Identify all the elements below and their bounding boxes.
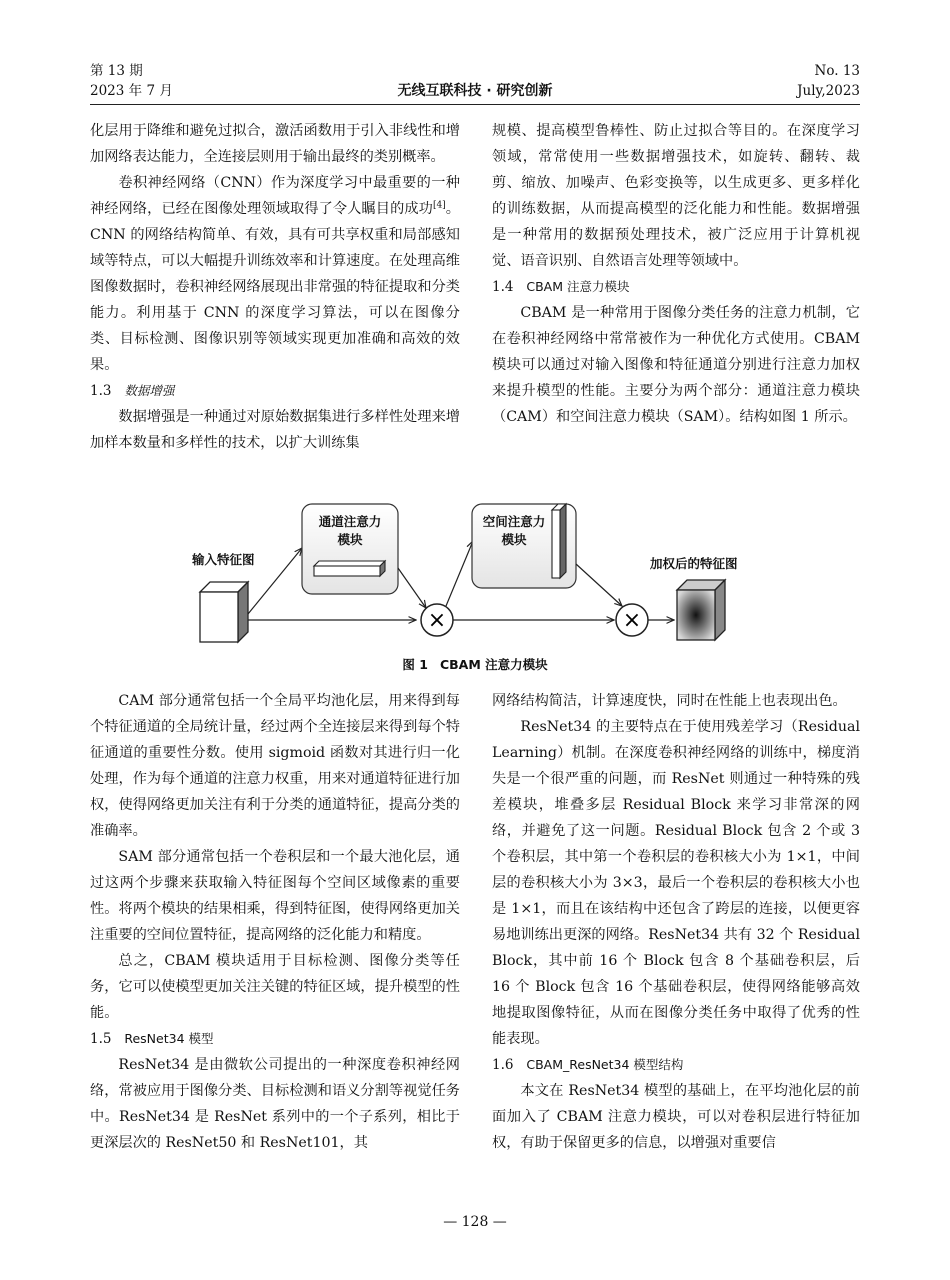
channel-attention-module (302, 504, 398, 594)
upper-right-column (492, 118, 860, 430)
spatial-attention-module (472, 504, 576, 588)
paragraph: 数据增强是一种通过对原始数据集进行多样性处理来增加样本数量和多样性的技术，以扩大训练集 (90, 409, 460, 451)
paragraph: 本文在 ResNet34 模型的基础上，在平均池化层的前面加入了 CBAM 注意力模块，可以对卷积层进行特征加权，有助于保留更多的信息，以增强对重要信 (492, 1083, 860, 1151)
multiply-symbol: × (427, 608, 447, 633)
section-heading-1-3 (90, 378, 460, 404)
paragraph: 总之，CBAM 模块适用于目标检测、图像分类等任务，它可以使模型更加关注关键的特征区域，提升模型的性能。 (90, 953, 460, 1021)
cam-label-line2: 模块 (337, 532, 363, 547)
section-number: 1.6 (492, 1057, 514, 1073)
paragraph: ResNet34 是由微软公司提出的一种深度卷积神经网络，常被应用于图像分类、目标检测和语义分割等视觉任务中。ResNet34 是 ResNet 系列中的一个子系列，相比于更深层次的 ResNet50 和 ResNet101，其 (90, 1057, 460, 1151)
section-title: CBAM 注意力模块 (526, 279, 630, 294)
paragraph: 化层用于降维和避免过拟合，激活函数用于引入非线性和增加网络表达能力，全连接层则用于输出最终的类别概率。 (90, 123, 460, 165)
input-feature-cube (200, 582, 248, 642)
multiply-node-2 (616, 604, 648, 636)
section-heading-1-4 (492, 274, 860, 300)
paragraph-text: 。CNN 的网络结构简单、有效，具有可共享权重和局部感知域等特点，可以大幅提升训练效率和计算速度。在处理高维图像数据时，卷积神经网络展现出非常强的特征提取和分类能力。利用基于 CNN 的深度学习算法，可以在图像分类、目标检测、图像识别等领域实现更加准确和高效的效果。 (90, 201, 460, 373)
arrow-cam-to-mult1 (398, 568, 426, 608)
paragraph: ResNet34 的主要特点在于使用残差学习（Residual Learning）机制。在深度卷积神经网络的训练中，梯度消失是一个很严重的问题，而 ResNet 则通过一种特殊的残差模块，堆叠多层 Residual Block 来学习非常深的网络，并避免了这一问题。Residual Block 包含 2 个或 3 个卷积层，其中第一个卷积层的卷积核大小为 1×1，中间层的卷积核大小为 3×3，最后一个卷积层的卷积核大小也是 1×1，而且在该结构中还包含了跨层的连接，以便更容易地训练出更深的网络。ResNet34 共有 32 个 Residual Block，其中前 16 个 Block 包含 8 个基础卷积层，后 16 个 Block 包含 16 个基础卷积层，使得网络能够高效地提取图像特征，从而在图像分类任务中取得了优秀的性能表现。 (492, 719, 860, 1047)
figure-caption (0, 655, 950, 673)
section-title: ResNet34 模型 (124, 1031, 214, 1046)
arrow-mult1-to-sam (446, 541, 473, 606)
section-title: 数据增强 (124, 383, 175, 398)
input-feature-label: 输入特征图 (192, 552, 255, 567)
issue-number-en: No. 13 (814, 63, 860, 79)
page-number: — 128 — (443, 1214, 507, 1230)
paragraph: 网络结构简洁，计算速度快，同时在性能上也表现出色。 (492, 693, 847, 709)
paragraph: CBAM 是一种常用于图像分类任务的注意力机制，它在卷积神经网络中常常被作为一种优化方式使用。CBAM 模块可以通过对输入图像和特征通道分别进行注意力加权来提升模型的性能。主要分为两个部分：通道注意力模块（CAM）和空间注意力模块（SAM）。结构如图 1 所示。 (492, 305, 860, 425)
header-rule (90, 104, 860, 105)
output-feature-label: 加权后的特征图 (650, 556, 738, 571)
sam-label-line2: 模块 (501, 532, 527, 547)
paragraph: SAM 部分通常包括一个卷积层和一个最大池化层，通过这两个步骤来获取输入特征图每个空间区域像素的重要性。将两个模块的结果相乘，得到特征图，使得网络更加关注重要的空间位置特征，提高网络的泛化能力和精度。 (90, 849, 460, 943)
section-heading-1-6 (492, 1052, 860, 1078)
section-title: CBAM_ResNet34 模型结构 (526, 1057, 684, 1072)
cam-label-line1: 通道注意力 (318, 514, 382, 529)
lower-left-column (90, 688, 460, 1156)
caption-number: 图 1 (402, 657, 428, 672)
paragraph (90, 170, 460, 378)
section-heading-1-5 (90, 1026, 460, 1052)
issue-number: 第 13 期 (90, 63, 143, 79)
section-number: 1.4 (492, 279, 514, 295)
arrow-sam-to-mult2 (576, 564, 622, 606)
output-feature-cube (677, 580, 725, 640)
issue-date: 2023 年 7 月 (90, 83, 173, 99)
lower-right-column (492, 688, 860, 1156)
issue-date-en: July,2023 (797, 83, 860, 99)
paragraph: 规模、提高模型鲁棒性、防止过拟合等目的。在深度学习领域，常常使用一些数据增强技术，如旋转、翻转、裁剪、缩放、加噪声、色彩变换等，以生成更多、更多样化的训练数据，从而提高模型的泛化能力和性能。数据增强是一种常用的数据预处理技术，被广泛应用于计算机视觉、语音识别、自然语言处理等领域中。 (492, 123, 860, 269)
section-number: 1.3 (90, 383, 112, 399)
paragraph-text: 卷积神经网络（CNN）作为深度学习中最重要的一种神经网络，已经在图像处理领域取得了令人瞩目的成功 (90, 175, 460, 217)
journal-title: 无线互联科技 · 研究创新 (397, 83, 553, 99)
section-number: 1.5 (90, 1031, 112, 1047)
arrow-input-to-cam (248, 548, 302, 614)
cbam-figure (180, 496, 780, 656)
sam-label-line1: 空间注意力 (482, 514, 546, 529)
upper-left-column (90, 118, 460, 456)
multiply-symbol: × (622, 608, 642, 633)
paragraph: CAM 部分通常包括一个全局平均池化层，用来得到每个特征通道的全局统计量，经过两个全连接层来得到每个特征通道的重要性分数。使用 sigmoid 函数对其进行归一化处理，作为每个通道的注意力权重，用来对通道特征进行加权，使得网络更加关注有利于分类的通道特征，提高分类的准确率。 (90, 693, 460, 839)
cbam-diagram (180, 496, 780, 656)
citation: [4] (432, 200, 446, 211)
caption-text: CBAM 注意力模块 (439, 657, 548, 672)
multiply-node-1 (421, 604, 453, 636)
